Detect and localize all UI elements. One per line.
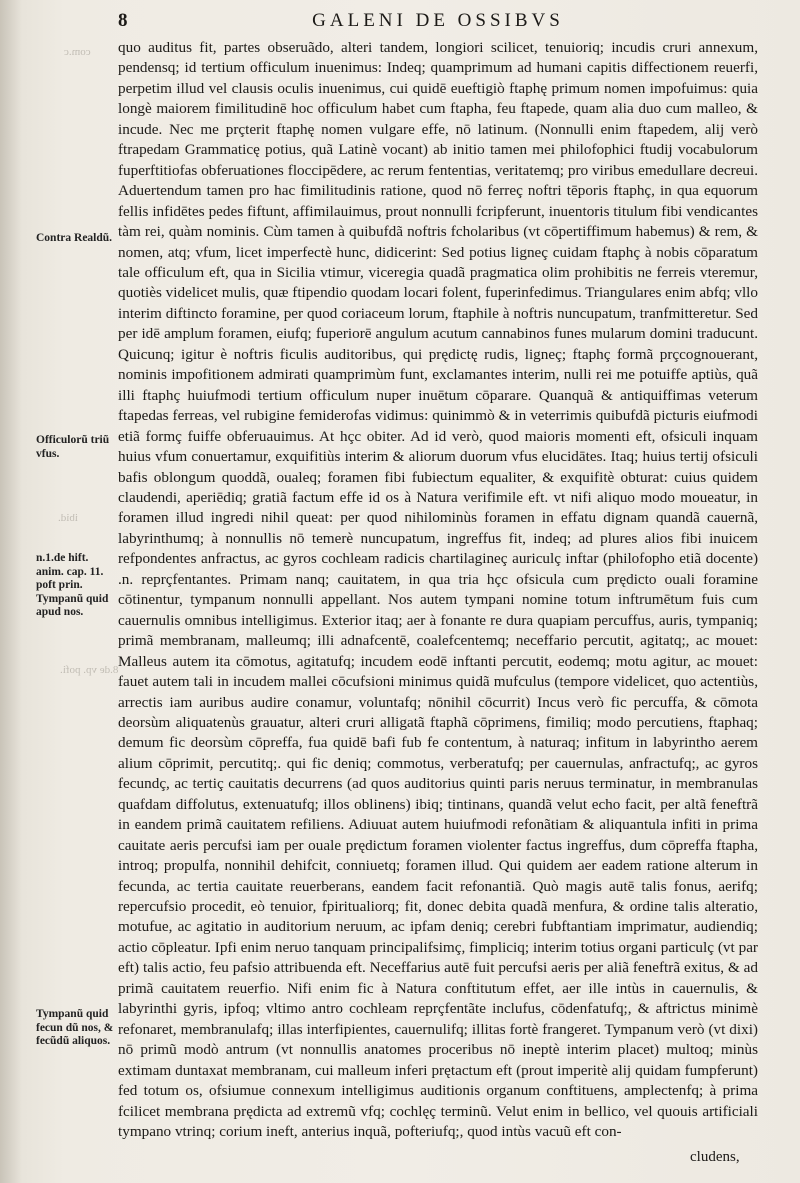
- bleed-through-text: 8.de vp. pofi.: [60, 664, 119, 676]
- bleed-through-text: com.c: [64, 46, 91, 58]
- running-title: GALENI DE OSSIBVS: [312, 10, 564, 31]
- marginal-note: Officulorũ triũ vfus.: [36, 434, 110, 460]
- catchword: cludens,: [690, 1149, 740, 1165]
- main-text-block: [118, 38, 758, 1142]
- main-paragraph: quo auditus fit, partes obseruãdo, alteri tandem, longiori scilicet, tenuioriq; incudis cruri annexum, pendensq; id tertium officulum inuenimus: Indeq; quamprimum ad humani capitis diffectionem reuerfi, perpetim illud vel clausis oculis inuenimus, cui quidē eueftigiò ftaphę primum nomen impofuimus: quia longè maiorem fimilitudinē hoc officulum habet cum ftapha, feu ftapede, quam alia duo cum malleo, & incude. Nec me prçterit ftaphę nomen vulgare effe, nō latinum. (Nonnulli enim ftapedem, alij verò ftrapedam Grammaticę potius, quã Latinè vocant) ab initio tamen mei philofophici ftudij vocabulorum fuperftitiofas obferuationes floccipēdere, ac rerum fententias, veritatemq; pro viribus emedullare decreui. Aduertendum tamen pro hac fimilitudinis ratione, quod nō ferreç noftri tēporis ftaphç, in qua equorum fellis infidētes pedes fiftunt, affimilauimus, prout nonnulli fcripferunt, inuentoris titulum fibi vendicantes tàm rei, quàm nominis. Cùm tamen à quibufdã noftris fcholaribus (vt cōpertiffimum habemus) & rem, & nomen, atq; vfum, licet imperfectè hunc, didicerint: Sed potius ligneç cuidam ftaphç à nobis cōparatum tale officulum eft, qua in Sicilia vtimur, viceregia quadã pragmatica olim prohibitis ne ferreis vteremur, quotiès videlicet mulis, quæ ftipendio quodam locari folent, fuperinfedimus. Triangulares enim abfq; vllo interim diftincto foramine, per quod coriaceum lorum, ftaphile à noftris nuncupatum, tranfmitteretur. Sed per idē amplum foramen, eiufq; fuperiorē angulum acutum cannabinos funes mularum domini traducunt. Quicunq; igitur è noftris ficulis auditoribus, qui prędictę rudis, ligneç; ftaphç formã prçcognouerant, nominis impofitionem admirati quamprimùm funt, exclamantes interim, nulli rei me potuiffe aptiùs, quã illi ftaphç huiufmodi tertium officulum nuper inuētum cōparare. Quanquã & antiquiffimas veterum ftapedas ferreas, vel rubigine femiderofas vidimus: quinimmò & in veterrimis quibufdã picturis eiufmodi etiã formç fuiffe obferuauimus. At hçc obiter. Ad id verò, quod maioris momenti eft, ofsiculi inquam huius vfum conuertamur, exquifitiùs interim & aliorum duorum vfus elucidātes. Itaq; huius tertij ofsiculi bafis oblongum quoddã, oualeq; foramen fibi fubiectum equaliter, & exquifitè obturat: cuius quidem claudendi, aperiēdiq; gratiã factum effe id os à Natura verifimile eft. vt nifi aliquo modo moueatur, in foramen illud ingredi nihil queat: per quod nihilominùs foramen in effatu dignam quandã cauernã, labyrinthumq; à nonnullis nō temerè nuncupatum, ingreffus fit, indeq; ad plures alios fibi inuicem refpondentes anfractus, ac gyros cochleam radicis chartilagineç auriculç inftar (philofopho etiã docente) .n. reprçfentantes. Primam nanq; cauitatem, in qua tria hçc ofsicula cum prędicto ouali foramine cōtinentur, tympanum nonnulli appellant. Nos autem tympani nomine totum inftrumētum fuis cum cauernulis omnibus intelligimus. Exterior itaq; aer à fonante re dura quapiam percuffus, auris, tympaniq; primã membranam, malleumq; illi adnafcentē, coalefcentemq; neceffario percutit, agitatq;, ac mouet: Malleus autem ita cōmotus, agitatufq; incudem eodē inftanti percutit, eodemq; motu agitur, ac mouet: fauet autem tali in incudem mallei cōcufsioni minimus quidã mufculus (tempore videlicet, quo actentiùs, arrectis iam auribus audire conamur, voluntafq; nōnihil cōcurrit) Incus verò fic percuffa, & cōmota deorsùm aliquatenùs grauatur, alteri cruri alligatã ftaphã cōprimens, fimiliq; modo percutiens, ftaphaq; demum fic deorsùm cōpreffa, fua quidē bafi fub fe contentum, à naturaq; infitum in labyrintho aerem alium cōprimit, percutitq;. qui fic deniq; commotus, verberatufq; per cauernulas, anfractufq;, ac gyros fecundç, ac tertiç cauitatis decurrens (ad quos auditorius quinti paris neruus terminatur, in membranulas quafdam diffolutus, extenuatufq; illos oblinens) ibiq; tintinans, quandã velut echo facit, per altã feneftrã in eandem primã cauitatem refiliens. Adiuuat autem huiufmodi refonãtiam & aliquantula infiti in prima cauitate aeris percufsi iam per ouale prędictum foramen violenter factus ingreffus, dum cōpreffa ftapha, introq; propulfa, nonnihil dehifcit, conniuetq; foramen illud. Qui quidem aer eadem ratione alterum in fecunda, ac tertia cauitate reuerberans, eandem facit refonantiã. Quò magis autē talis fonus, aerifq; repercufsio procedit, eò tenuior, fpiritualiorq; fit, donec debita quadã menfura, & ordine talis alteratio, motufue, ac agitatio in auditorium neruum, ac ipfam deniq; cerebri fubftantiam imprimatur, audiendiq; actio cōpleatur. Ipfi enim neruo tanquam principalifsimç, fimpliciq; interim totius organi particulç (vt par eft) talis actio, feu pafsio attribuenda eft. Neceffarius autē fuit percufsi aeris per aliã feneftrã exitus, & ad primã cauitatem reuerfio. Nifi enim fic à Natura conftitutum effet, aer ille intùs in cauernulis, & labyrinthi gyris, ipfoq; vltimo antro cochleam reprçfentãte inclufus, cōdenfatufq;, & aftrictus minimè refonaret, membranulafq; illas interfipientes, cauernulifq; illitas fortè frangeret. Tympanum verò (vt dixi) nō primũ modò antrum (vt nonnullis anatomes proceribus nō ineptè interim placet) multoq; minùs extimam duntaxat membranam, cui malleum inferi prętactum eft (prout imperitè alij quidam fumpferunt) fed totum os, ofsiumue connexum intelligimus auditionis organum conftituens, amplectenfq; à prima fcilicet membrana prędicta ad extremũ vfq; cochlęç terminũ. Velut enim in bellico, vel quouis artificiali tympano vtrinq; corium ineft, anterius inquã, pofteriufq;, quod intùs vacuũ eft con-: [118, 39, 758, 1141]
- gutter-shadow: [0, 0, 22, 1183]
- page-header: [118, 10, 758, 36]
- bleed-through-text: ibid.: [58, 512, 78, 524]
- marginal-note: Tympanũ quid fecun dũ nos, & fecũdũ aliquos.: [36, 1008, 114, 1047]
- marginal-note: Contra Realdũ.: [36, 232, 113, 244]
- page-number: 8: [118, 10, 128, 31]
- marginal-note: n.1.de hift. anim. cap. 11. poft prin. Tympanũ quid apud nos.: [36, 552, 109, 618]
